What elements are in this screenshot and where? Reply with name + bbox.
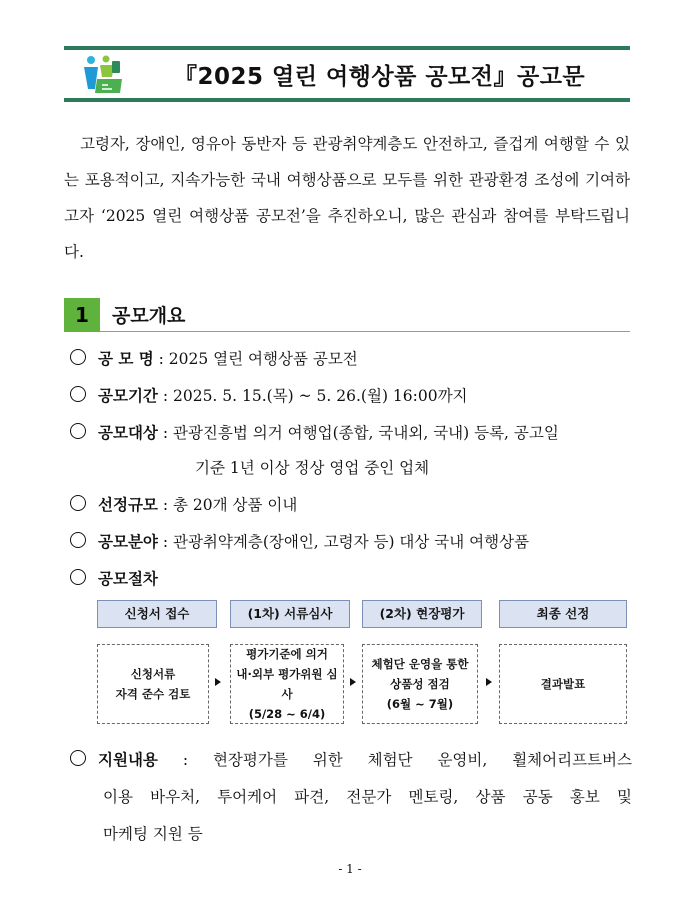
section-title: 공모개요 bbox=[112, 305, 186, 327]
process-step-4-box bbox=[499, 644, 627, 724]
item-contest-period bbox=[70, 384, 468, 406]
process-step-4-line-1: 결과발표 bbox=[540, 677, 586, 691]
circle-bullet-icon bbox=[70, 532, 86, 548]
item-contest-procedure bbox=[70, 567, 158, 589]
organization-logo-icon bbox=[82, 55, 124, 95]
page-number: - 1 - bbox=[338, 862, 362, 876]
item-key: 공모대상 bbox=[98, 424, 158, 442]
circle-bullet-icon bbox=[70, 569, 86, 585]
item-key: 공모분야 bbox=[98, 533, 158, 551]
page-title: 『2025 열린 여행상품 공모전』공고문 bbox=[174, 64, 586, 90]
section-number: 1 bbox=[64, 298, 100, 332]
intro-paragraph: 고령자, 장애인, 영유아 동반자 등 관광취약계층도 안전하고, 즐겁게 여행할 수 있는 포용적이고, 지속가능한 국내 여행상품으로 모두를 위한 관광환경 조성에 기여하고자 ‘2025 열린 여행상품 공모전’을 추진하오니, 많은 관심과 참여를 부탁드립니다. bbox=[64, 135, 630, 261]
item-value: : 관광진흥법 의거 여행업(종합, 국내외, 국내) 등록, 공고일 bbox=[157, 424, 559, 442]
process-step-1-box bbox=[97, 644, 209, 724]
process-step-1-line-2: 자격 준수 검토 bbox=[115, 687, 191, 701]
process-step-3-line-1: 체험단 운영을 통한 bbox=[371, 657, 469, 671]
circle-bullet-icon bbox=[70, 349, 86, 365]
support-line-1 bbox=[70, 742, 632, 779]
process-step-2-line-3: (5/28 ~ 6/4) bbox=[248, 707, 326, 721]
arrow-right-icon bbox=[486, 678, 492, 686]
process-step-3-box bbox=[362, 644, 478, 724]
process-step-4-header: 최종 선정 bbox=[499, 600, 627, 628]
item-value: : 총 20개 상품 이내 bbox=[157, 496, 298, 514]
item-key: 공모기간 bbox=[98, 387, 158, 405]
process-step-2-box bbox=[230, 644, 344, 724]
item-value: : 2025. 5. 15.(목) ~ 5. 26.(월) 16:00까지 bbox=[157, 387, 468, 405]
circle-bullet-icon bbox=[70, 495, 86, 511]
item-value: : 관광취약계층(장애인, 고령자 등) 대상 국내 여행상품 bbox=[157, 533, 530, 551]
item-contest-field bbox=[70, 530, 529, 552]
process-step-2-line-2: 내·외부 평가위원 심사 bbox=[236, 667, 338, 701]
arrow-right-icon bbox=[215, 678, 221, 686]
circle-bullet-icon bbox=[70, 386, 86, 402]
process-step-1-line-1: 신청서류 bbox=[130, 667, 176, 681]
process-step-2-header: (1차) 서류심사 bbox=[230, 600, 350, 628]
title-top-rule bbox=[64, 46, 630, 50]
item-key: 공 모 명 bbox=[98, 350, 154, 368]
section-rule bbox=[100, 331, 630, 332]
process-step-2-line-1: 평가기준에 의거 bbox=[246, 647, 328, 661]
item-contest-target-continued: 기준 1년 이상 정상 영업 중인 업체 bbox=[195, 459, 430, 477]
section-1-heading bbox=[64, 298, 630, 332]
item-contest-name bbox=[70, 347, 358, 369]
support-line-2: 이용 바우처, 투어케어 파견, 전문가 멘토링, 상품 공동 홍보 및 bbox=[103, 788, 632, 806]
support-line-1-text: : 현장평가를 위한 체험단 운영비, 휠체어리프트버스 bbox=[157, 751, 632, 769]
item-contest-target bbox=[70, 421, 559, 443]
item-value: : 2025 열린 여행상품 공모전 bbox=[153, 350, 358, 368]
item-key: 공모절차 bbox=[98, 570, 158, 588]
title-bottom-rule bbox=[64, 98, 630, 102]
circle-bullet-icon bbox=[70, 423, 86, 439]
support-line-3: 마케팅 지원 등 bbox=[103, 825, 203, 843]
arrow-right-icon bbox=[350, 678, 356, 686]
process-step-3-header: (2차) 현장평가 bbox=[362, 600, 482, 628]
title-block bbox=[64, 46, 630, 102]
circle-bullet-icon bbox=[70, 750, 86, 766]
item-key: 선정규모 bbox=[98, 496, 158, 514]
process-step-3-line-2: 상품성 점검 bbox=[390, 677, 450, 691]
item-support-content bbox=[70, 742, 632, 853]
process-step-3-line-3: (6월 ~ 7월) bbox=[386, 697, 454, 711]
process-step-1-header: 신청서 접수 bbox=[97, 600, 217, 628]
item-selection-scale bbox=[70, 493, 297, 515]
item-key: 지원내용 bbox=[98, 751, 158, 769]
